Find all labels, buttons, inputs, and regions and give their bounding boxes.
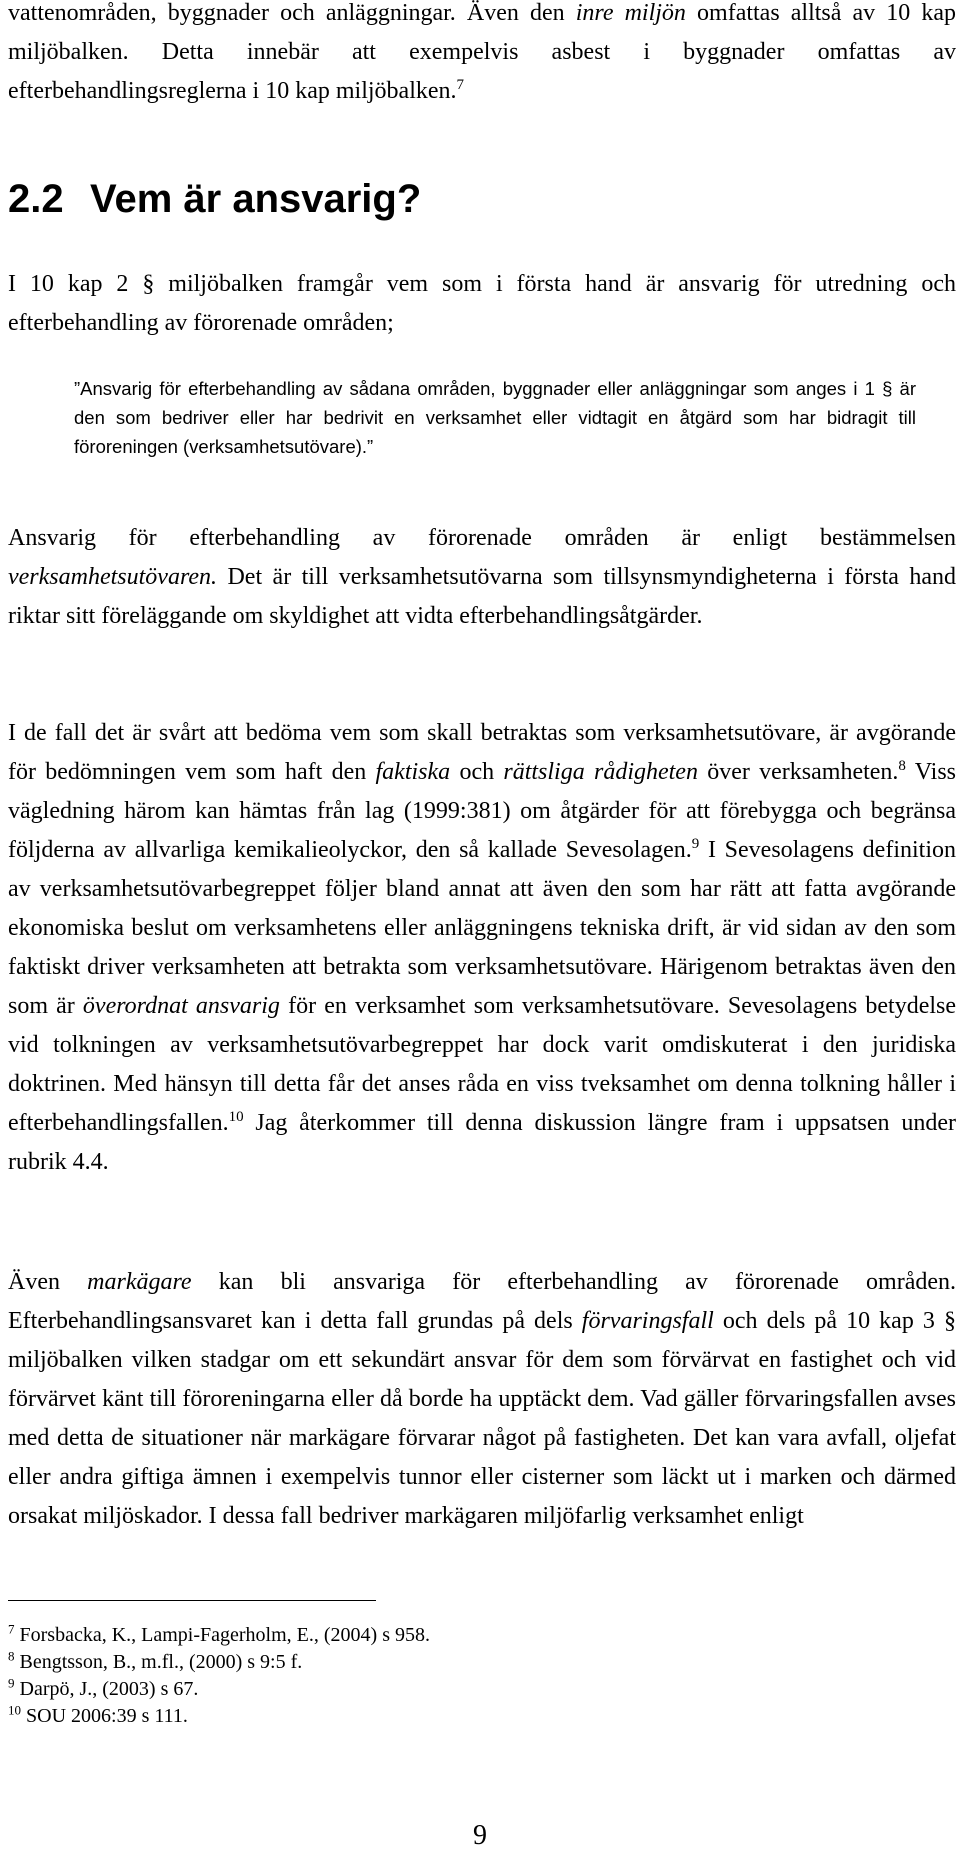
footnote-number: 10 (8, 1702, 21, 1718)
section-title: Vem är ansvarig? (90, 177, 422, 221)
footnote-ref-9[interactable]: 9 (691, 836, 700, 852)
footnote-item (8, 1622, 908, 1649)
paragraph-3 (8, 714, 956, 1182)
para3-text-7: Jag återkommer till denna diskussion längre fram i uppsatsen under rubrik 4.4. (8, 1110, 956, 1175)
intro-text-2: omfattas alltså av 10 kap miljöbalken. Detta innebär att exempelvis asbest i byggnader omfattas av efterbehandlingsreglerna i 10 kap miljöbalken. (8, 0, 957, 104)
paragraph-1: I 10 kap 2 § miljöbalken framgår vem som i första hand är ansvarig för utredning och efterbehandling av förorenade områden; (8, 271, 956, 336)
footnote-item (8, 1649, 908, 1676)
section-heading (8, 175, 421, 223)
para2-text: Ansvarig för efterbehandling av förorenade områden är enligt bestämmelsen (8, 525, 956, 551)
para3-text-4: Viss vägledning härom kan hämtas från lag (1999:381) om åtgärder för att förebygga och begränsa följderna av allvarliga kemikalieolyckor, den så kallade Sevesolagen. (8, 759, 956, 863)
para4-text-3: och dels på 10 kap 3 § miljöbalken vilken stadgar om ett sekundärt ansvar för dem som förvärvat en fastighet och vid förvärvet känt till föroreningarna eller då borde ha upptäckt dem. Vad gäller förvaringsfallen avses med detta de situationer när markägare förvarar något på fastigheten. Det kan vara avfall, oljefat eller andra giftiga ämnen i exempelvis tunnor eller cisterner som läckt ut i marken och därmed orsakat miljöskador. I dessa fall bedriver markägaren miljöfarlig verksamhet enligt (8, 1308, 956, 1529)
para3-text-5: I Sevesolagens definition av verksamhetsutövarbegreppet följer bland annat att även den som har rätt att fatta avgörande ekonomiska beslut om verksamhetens eller anläggningens tekniska drift, är vid sidan av den som faktiskt driver verksamheten att betrakta som verksamhetsutövare. Härigenom betraktas även den som är (8, 837, 956, 1019)
para3-text-2: och (450, 759, 504, 785)
footnote-ref-7[interactable]: 7 (456, 77, 465, 93)
para3-term-rattsliga: rättsliga rådigheten (503, 759, 698, 785)
para4-text-2: kan bli ansvariga för efterbehandling av förorenade områden. Efterbehandlingsansvaret kan i detta fall grundas på dels (8, 1269, 957, 1334)
para4-term-markagare: markägare (87, 1269, 192, 1295)
page-number: 9 (473, 1820, 487, 1851)
para2-text-2: Det är till verksamhetsutövarna som tillsynsmyndigheterna i första hand riktar sitt föreläggande om skyldighet att vidta efterbehandlingsåtgärder. (8, 564, 956, 629)
footnote-item (8, 1676, 908, 1703)
footnote-item (8, 1703, 908, 1730)
footnote-text: Forsbacka, K., Lampi-Fagerholm, E., (2004) s 958. (14, 1624, 430, 1646)
footnote-ref-10[interactable]: 10 (228, 1109, 244, 1125)
footnote-number: 7 (8, 1621, 15, 1637)
para4-text: Även (8, 1269, 88, 1295)
para3-text: I de fall det är svårt att bedöma vem som skall betraktas som verksamhetsutövare, är avgörande för bedömningen vem som haft den (8, 720, 956, 785)
footnote-divider (8, 1600, 376, 1601)
para3-term-overordnat: överordnat ansvarig (82, 993, 280, 1019)
paragraph-2 (8, 519, 956, 636)
paragraph-4 (8, 1263, 956, 1536)
footnotes (8, 1622, 908, 1730)
para3-text-3: över verksamheten. (697, 759, 899, 785)
footnote-text: SOU 2006:39 s 111. (21, 1705, 188, 1727)
section-number: 2.2 (8, 177, 64, 221)
footnote-text: Bengtsson, B., m.fl., (2000) s 9:5 f. (14, 1651, 303, 1673)
footnote-number: 9 (8, 1675, 15, 1691)
footnote-ref-8[interactable]: 8 (898, 758, 906, 774)
intro-emphasis: inre miljön (575, 0, 686, 26)
footnote-number: 8 (8, 1648, 15, 1664)
para4-term-forvaringsfall: förvaringsfall (581, 1308, 714, 1334)
para3-text-6: för en verksamhet som verksamhetsutövare. Sevesolagens betydelse vid tolkningen av verksamhetsutövarbegreppet har dock varit omdiskuterat i den juridiska doktrinen. Med hänsyn till detta får det anses råda en viss tveksamhet om denna tolkning håller i efterbehandlingsfallen. (8, 993, 957, 1136)
block-quote: ”Ansvarig för efterbehandling av sådana områden, byggnader eller anläggningar som anges i 1 § är den som bedriver eller har bedrivit en verksamhet eller vidtagit en åtgärd som har bidragit till föroreningen (verksamhetsutövare).” (74, 378, 916, 457)
intro-text: vattenområden, byggnader och anläggningar. Även den (8, 0, 576, 26)
para2-term: verksamhetsutövaren. (8, 564, 218, 590)
footnote-text: Darpö, J., (2003) s 67. (14, 1678, 199, 1700)
intro-paragraph (8, 0, 956, 111)
para3-term-faktiska: faktiska (375, 759, 451, 785)
